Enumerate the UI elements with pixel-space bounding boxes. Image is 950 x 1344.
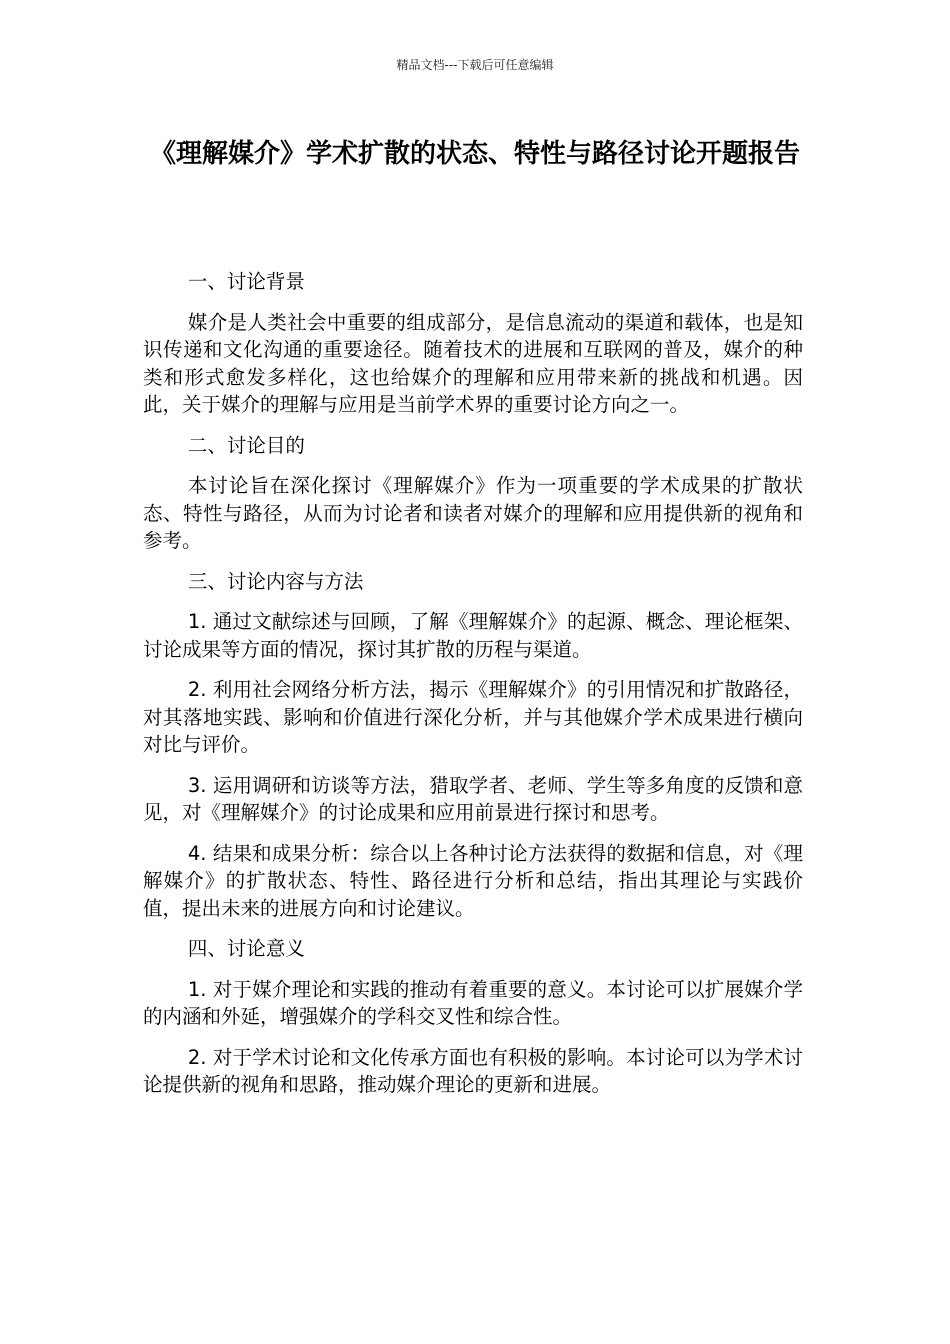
method-item-4: 4. 结果和成果分析：综合以上各种讨论方法获得的数据和信息，对《理解媒介》的扩散状态、特性、路径进行分析和总结，指出其理论与实践价值，提出未来的进展方向和讨论建议。 bbox=[143, 841, 803, 920]
method-item-2: 2. 利用社会网络分析方法，揭示《理解媒介》的引用情况和扩散路径，对其落地实践、影响和价值进行深化分析，并与其他媒介学术成果进行横向对比与评价。 bbox=[143, 678, 803, 756]
method-item-3: 3. 运用调研和访谈等方法，猎取学者、老师、学生等多角度的反馈和意见，对《理解媒介》的讨论成果和应用前景进行探讨和思考。 bbox=[143, 773, 803, 824]
section-heading-significance: 四、讨论意义 bbox=[187, 937, 305, 960]
paragraph-purpose: 本讨论旨在深化探讨《理解媒介》作为一项重要的学术成果的扩散状态、特性与路径，从而为讨论者和读者对媒介的理解和应用提供新的视角和参考。 bbox=[143, 474, 803, 552]
method-item-1: 1. 通过文献综述与回顾，了解《理解媒介》的起源、概念、理论框架、讨论成果等方面的情况，探讨其扩散的历程与渠道。 bbox=[143, 610, 803, 661]
section-heading-background: 一、讨论背景 bbox=[187, 270, 305, 293]
significance-item-1: 1. 对于媒介理论和实践的推动有着重要的意义。本讨论可以扩展媒介学的内涵和外延，增强媒介的学科交叉性和综合性。 bbox=[143, 977, 803, 1028]
paragraph-background: 媒介是人类社会中重要的组成部分，是信息流动的渠道和载体，也是知识传递和文化沟通的重要途径。随着技术的进展和互联网的普及，媒介的种类和形式愈发多样化，这也给媒介的理解和应用带来新的挑战和机遇。因此，关于媒介的理解与应用是当前学术界的重要讨论方向之一。 bbox=[143, 310, 803, 416]
document-body bbox=[143, 268, 803, 1112]
section-heading-method: 三、讨论内容与方法 bbox=[187, 569, 364, 593]
header-note: 精品文档---下载后可任意编辑 bbox=[396, 58, 554, 72]
significance-item-2: 2. 对于学术讨论和文化传承方面也有积极的影响。本讨论可以为学术讨论提供新的视角和思路，推动媒介理论的更新和进展。 bbox=[143, 1045, 803, 1096]
section-heading-purpose: 二、讨论目的 bbox=[187, 433, 305, 457]
document-title: 《理解媒介》学术扩散的状态、特性与路径讨论开题报告 bbox=[149, 139, 800, 169]
